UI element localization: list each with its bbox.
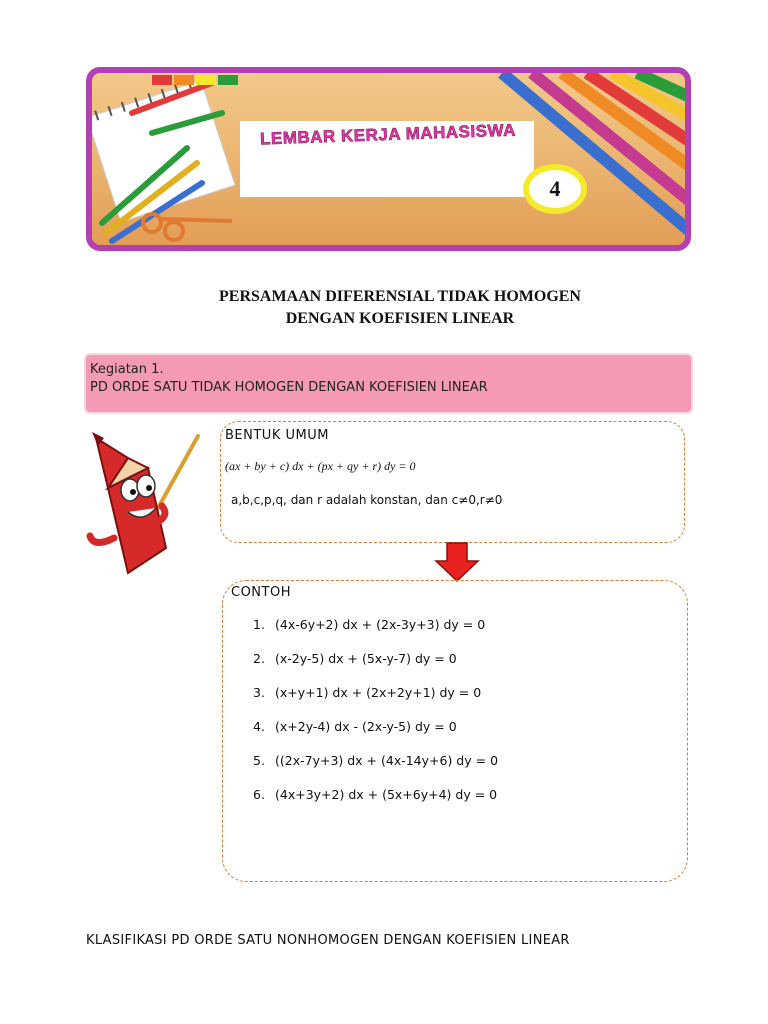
item-number: 2. [253, 651, 265, 666]
title-box [240, 121, 534, 197]
list-item [253, 685, 673, 719]
item-number: 3. [253, 685, 265, 700]
list-item [253, 787, 673, 821]
section-footer-heading: KLASIFIKASI PD ORDE SATU NONHOMOGEN DENGAN KOEFISIEN LINEAR [86, 933, 570, 948]
item-number: 1. [253, 617, 265, 632]
page-title-line2: DENGAN KOEFISIEN LINEAR [285, 310, 515, 327]
list-item [253, 719, 673, 753]
general-form-label: BENTUK UMUM [225, 428, 329, 443]
item-number: 6. [253, 787, 265, 802]
activity-label: Kegiatan 1. [90, 362, 164, 377]
activity-box [86, 355, 691, 412]
item-equation: (x+2y-4) dx - (2x-y-5) dy = 0 [275, 719, 457, 734]
item-equation: (x-2y-5) dx + (5x-y-7) dy = 0 [275, 651, 457, 666]
general-equation: (ax + by + c) dx + (px + qy + r) dy = 0 [225, 459, 416, 473]
sheet-number-badge: 4 [523, 164, 587, 214]
pencil-teacher-icon [78, 428, 208, 578]
examples-list [253, 617, 673, 821]
item-number: 4. [253, 719, 265, 734]
activity-title: PD ORDE SATU TIDAK HOMOGEN DENGAN KOEFISIEN LINEAR [90, 380, 488, 395]
header-banner [86, 67, 691, 251]
page-title [100, 286, 700, 330]
examples-box [222, 580, 688, 882]
list-item [253, 617, 673, 651]
list-item [253, 651, 673, 685]
page-title-line1: PERSAMAAN DIFERENSIAL TIDAK HOMOGEN [219, 288, 581, 305]
item-number: 5. [253, 753, 265, 768]
item-equation: (4x+3y+2) dx + (5x+6y+4) dy = 0 [275, 787, 498, 802]
arrow-down-icon [434, 541, 480, 583]
banner-title: LEMBAR KERJA MAHASISWA [259, 120, 517, 149]
constants-note: a,b,c,p,q, dan r adalah konstan, dan c≠0,r≠0 [231, 493, 503, 507]
examples-label: CONTOH [231, 585, 291, 600]
item-equation: (4x-6y+2) dx + (2x-3y+3) dy = 0 [275, 617, 486, 632]
general-form-box [220, 421, 685, 543]
item-equation: ((2x-7y+3) dx + (4x-14y+6) dy = 0 [275, 753, 499, 768]
item-equation: (x+y+1) dx + (2x+2y+1) dy = 0 [275, 685, 482, 700]
list-item [253, 753, 673, 787]
